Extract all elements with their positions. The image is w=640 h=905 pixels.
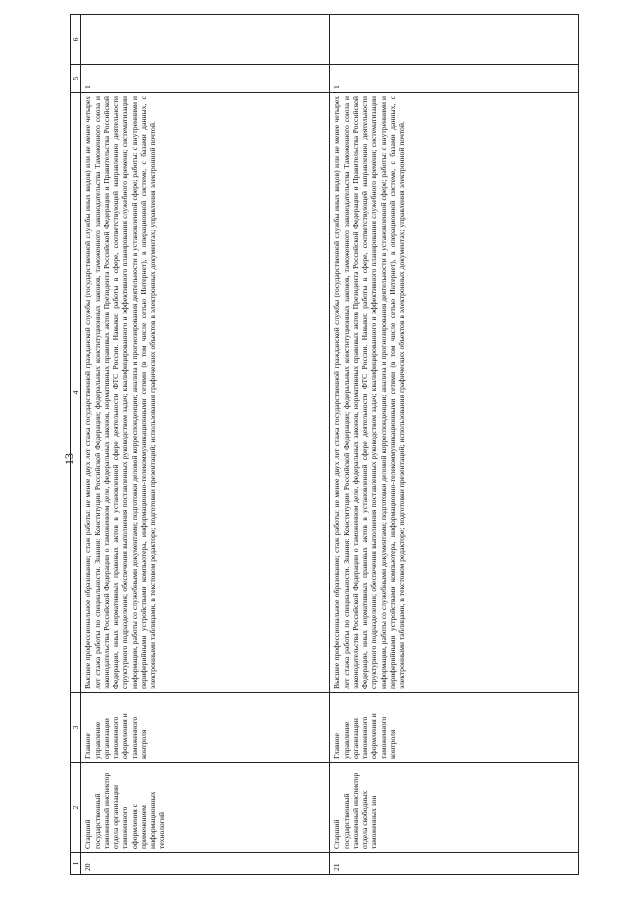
vacancy-count: 1 — [330, 65, 579, 93]
header-col-5: 5 — [71, 65, 81, 93]
notes-cell — [330, 15, 579, 65]
positions-table — [70, 14, 579, 875]
department-name: Главное управление организации таможенного оформления и таможенного контроля — [81, 693, 330, 763]
notes-cell — [81, 15, 330, 65]
header-col-4: 4 — [71, 93, 81, 693]
header-col-6: 6 — [71, 15, 81, 65]
vacancy-count: 1 — [81, 65, 330, 93]
page-number: 13 — [62, 453, 76, 465]
qualification-requirements: Высшее профессиональное образование; стаж работы: не менее двух лет стажа государственной гражданской службы (государственной службы иных видов) или не менее четырех лет стажа работы по специальности. Знания: Конституции Российской Федерации; федеральных конституционных законов, таможенного законодательства Таможенного союза и законодательства Российской Федерации о таможенном деле, федеральных законов, нормативных правовых актов Президента Российской Федерации и Правительства Российской Федерации, иных нормативных правовых актов в установленной сфере деятельности ФТС России. Навыки: работы в сфере, соответствующей направлению деятельности структурного подразделения; обеспечения выполнения поставленных руководством задач; квалифицированного и эффективного планирования служебного времени; систематизации информации, работы со служебными документами; подготовки деловой корреспонденции; анализа и прогнозирования деятельности в установленной сфере; работы: с внутренними и периферийными устройствами компьютера, информационно-телекоммуникационными сетями (в том числе сетью Интернет), в операционной системе, с базами данных, с электронными таблицами, в текстовом редакторе; подготовки презентаций; использования графических объектов в электронных документах; управления электронной почтой. — [330, 93, 579, 693]
header-col-3: 3 — [71, 693, 81, 763]
qualification-requirements: Высшее профессиональное образование; стаж работы: не менее двух лет стажа государственной гражданской службы (государственной службы иных видов) или не менее четырех лет стажа работы по специальности. Знания: Конституции Российской Федерации; федеральных конституционных законов, таможенного законодательства Таможенного союза и законодательства Российской Федерации о таможенном деле, федеральных законов, нормативных правовых актов Президента Российской Федерации и Правительства Российской Федерации, иных нормативных правовых актов в установленной сфере деятельности ФТС России. Навыки: работы в сфере, соответствующей направлению деятельности структурного подразделения; обеспечения выполнения поставленных руководством задач; квалифицированного и эффективного планирования служебного времени; систематизации информации, работы со служебными документами; подготовки деловой корреспонденции; анализа и прогнозирования деятельности в установленной сфере; работы: с внутренними и периферийными устройствами компьютера, информационно-телекоммуникационными сетями (в том числе сетью Интернет), в операционной системе, с базами данных, с электронными таблицами, в текстовом редакторе; подготовки презентаций; использования графических объектов в электронных документах; управления электронной почтой. — [81, 93, 330, 693]
position-title: Старший государственный таможенный инспектор отдела свободных таможенных зон — [330, 763, 579, 853]
table-row — [330, 15, 579, 875]
header-col-2: 2 — [71, 763, 81, 853]
position-title: Старший государственный таможенный инспектор отдела организации таможенного оформления с применением информационных технологий — [81, 763, 330, 853]
header-col-1: 1 — [71, 853, 81, 875]
table-header-row — [71, 15, 81, 875]
table-row — [81, 15, 330, 875]
department-name: Главное управление организации таможенного оформления и таможенного контроля — [330, 693, 579, 763]
row-number: 21 — [330, 853, 579, 875]
row-number: 20 — [81, 853, 330, 875]
